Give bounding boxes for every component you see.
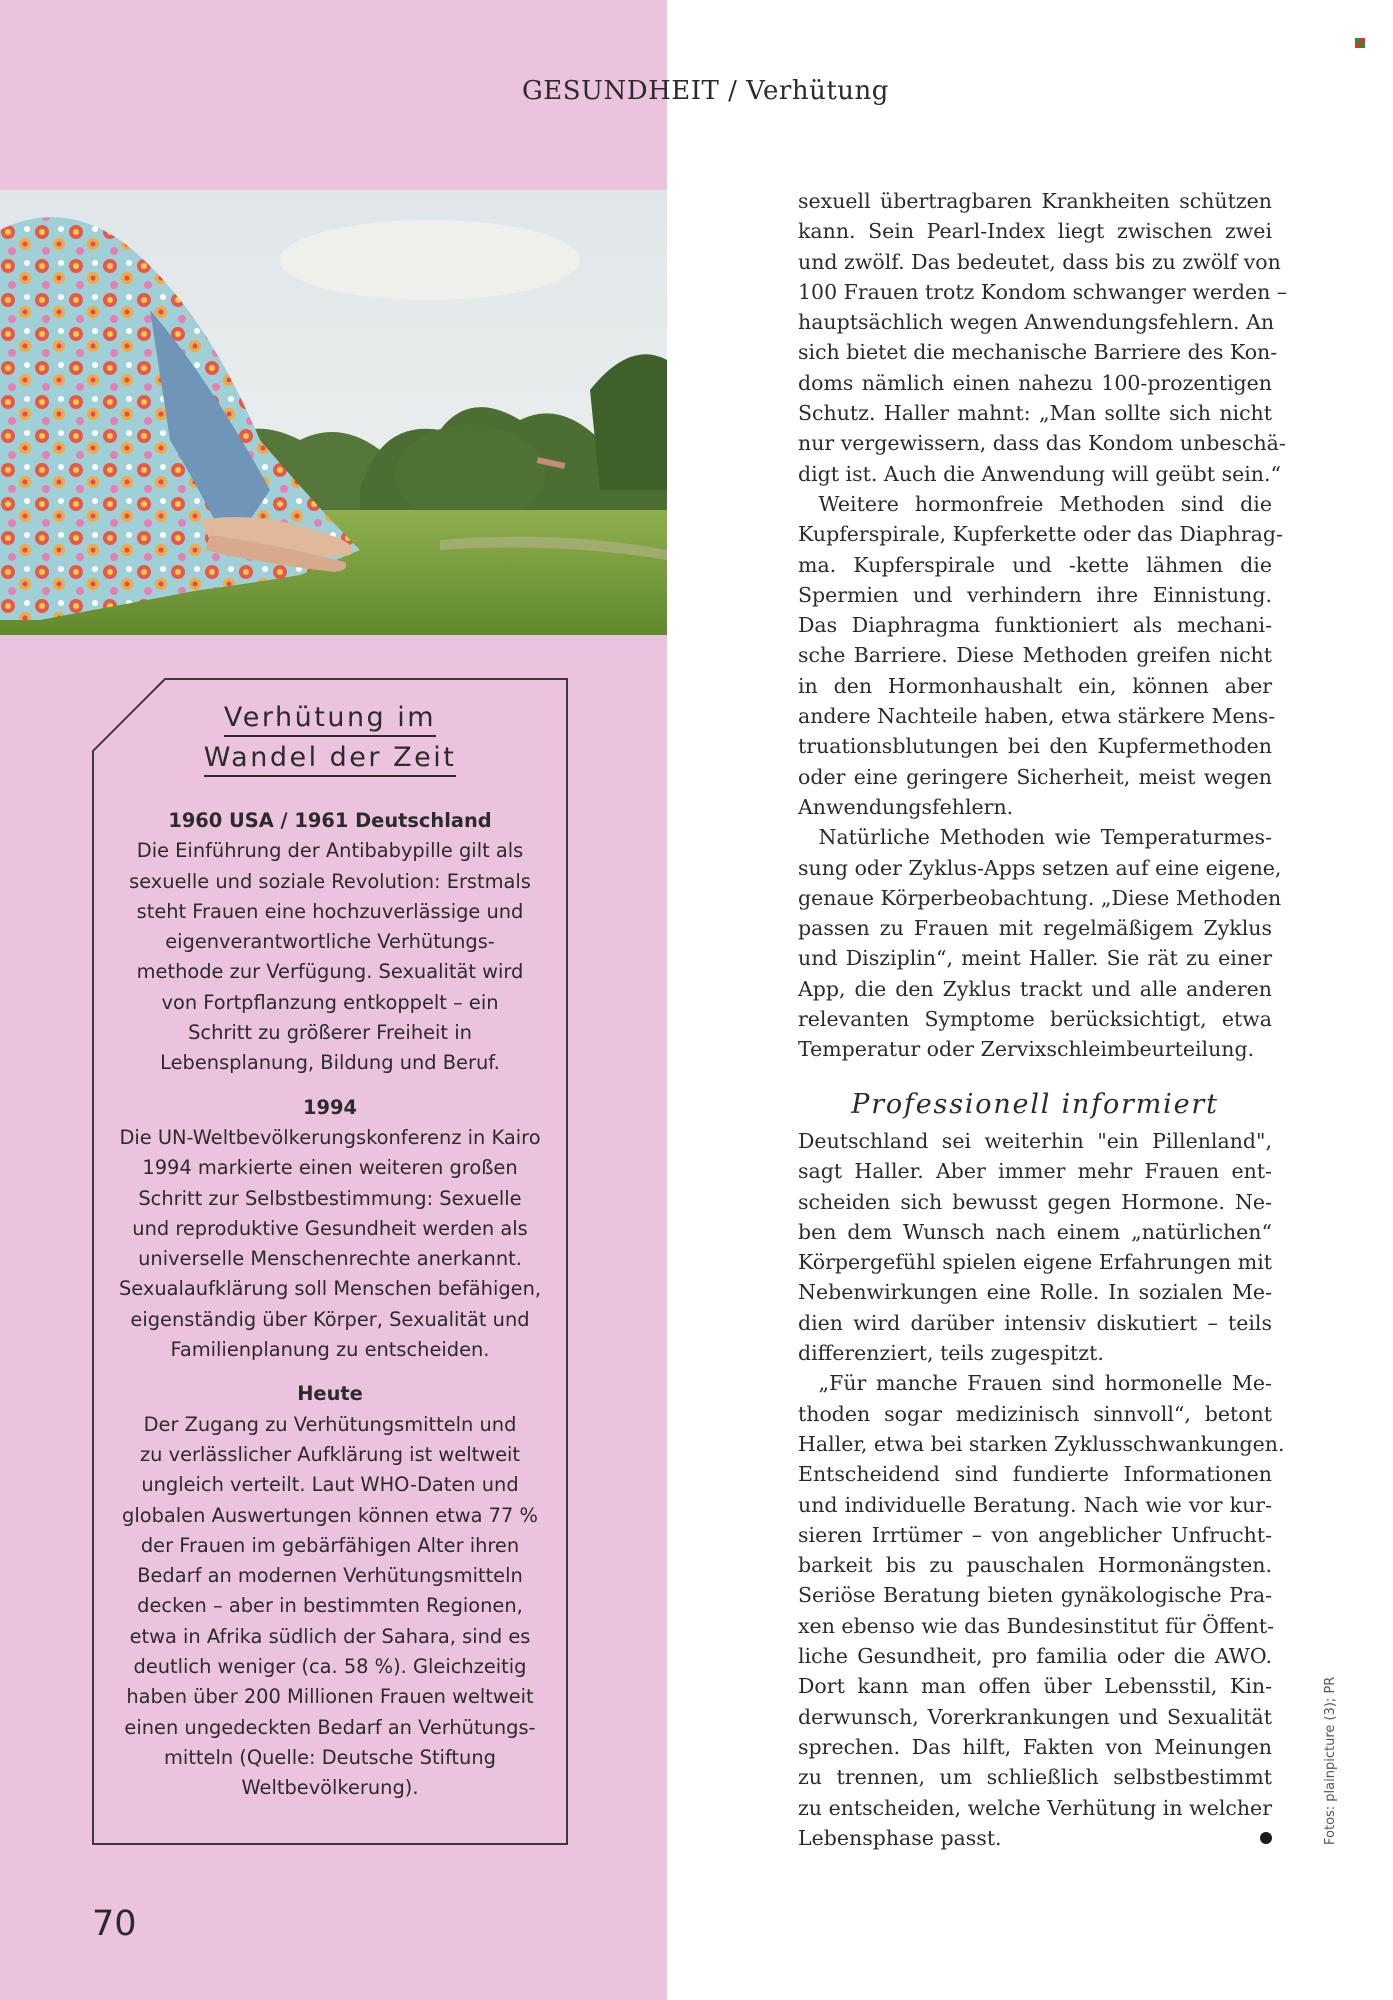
article-line: in den Hormonhaushalt ein, können aber [798,673,1272,698]
article-line: Entscheidend sind fundierte Informationen [798,1462,1272,1487]
article-line: scheiden sich bewusst gegen Hormone. Ne- [798,1189,1272,1214]
article-subheading: Professionell informiert [851,1089,1219,1120]
text-line: mitteln (Quelle: Deutsche Stiftung [164,1745,496,1769]
article-line: sich bietet die mechanische Barriere des Kon- [798,340,1278,365]
article-line: Deutschland sei weiterhin "ein Pillenland", [798,1129,1272,1153]
text-line: deutlich weniger (ca. 58 %). Gleichzeitig [133,1655,527,1679]
text-line: Schritt zu größerer Freiheit in [188,1021,472,1045]
timeline-text-heute [106,1410,554,1804]
text-line: eigenständig über Körper, Sexualität und [130,1307,530,1331]
article-line: ma. Kupferspirale und -kette lähmen die [798,552,1272,577]
article-body-part-1 [798,186,1288,1065]
article-line: dien wird darüber intensiv diskutiert – teils [798,1310,1272,1335]
text-line: und reproduktive Gesundheit werden als [132,1216,528,1240]
article-line: 100 Frauen trotz Kondom schwanger werden – [798,279,1288,304]
text-line: einen ungedeckten Bedarf an Verhütungs- [124,1715,536,1739]
article-line: xen ebenso wie das Bundesinstitut für Öffent- [798,1613,1275,1638]
article-line: Anwendungsfehlern. [798,794,1014,819]
text-line: Die UN-Weltbevölkerungskonferenz in Kairo [119,1125,541,1149]
text-line: methode zur Verfügung. Sexualität wird [136,960,524,984]
text-line: steht Frauen eine hochzuverlässige und [136,899,524,923]
article-line: Natürliche Methoden wie Temperaturmes- [798,825,1272,850]
header-section: GESUNDHEIT [522,76,720,106]
timeline-text-1994 [106,1123,554,1365]
article-line: thoden sogar medizinisch sinnvoll“, betont [798,1401,1272,1426]
article-line: Lebensphase passt. [798,1825,1002,1850]
article-line: Dort kann man offen über Lebensstil, Kin- [798,1674,1272,1699]
timeline-heading-heute: Heute [297,1382,363,1406]
article-line: zu trennen, um schließlich selbstbestimmt [798,1765,1272,1790]
text-line: Bedarf an modernen Verhütungsmitteln [137,1564,523,1588]
article-line: Körpergefühl spielen eigene Erfahrungen mit [798,1250,1273,1275]
article-body-part-2 [798,1126,1285,1853]
article-line: Weitere hormonfreie Methoden sind die [798,491,1272,516]
text-line: der Frauen im gebärfähigen Alter ihren [140,1533,520,1557]
end-mark-icon [1260,1832,1272,1844]
article-line: sung oder Zyklus-Apps setzen auf eine eigene, [798,855,1282,880]
article-line: Temperatur oder Zervixschleimbeurteilung. [798,1037,1255,1062]
timeline-heading-1960: 1960 USA / 1961 Deutschland [168,809,492,832]
text-line: Lebensplanung, Bildung und Beruf. [160,1051,500,1075]
timeline-title-line-1: Verhütung im [224,701,436,737]
camping-tent-meadow-photo [0,190,667,635]
text-line: Die Einführung der Antibabypille gilt als [136,839,524,863]
text-line: von Fortpflanzung entkoppelt – ein [161,990,499,1014]
text-line: haben über 200 Millionen Frauen weltweit [126,1685,534,1709]
text-line: sexuelle und soziale Revolution: Erstmals [129,869,531,893]
article-line: relevanten Symptome berücksichtigt, etwa [798,1007,1272,1032]
timeline-text-1960 [106,836,554,1078]
article-line: Das Diaphragma funktioniert als mechani- [798,613,1272,638]
timeline-box-title [92,698,568,778]
running-header [522,76,889,106]
text-line: zu verlässlicher Aufklärung ist weltweit [140,1442,520,1466]
text-line: Sexualaufklärung soll Menschen befähigen, [118,1277,542,1301]
article-line: Haller, etwa bei starken Zyklusschwankungen. [798,1431,1285,1456]
text-line: ungleich verteilt. Laut WHO-Daten und [141,1473,519,1497]
header-separator: / [728,76,738,106]
article-line: sagt Haller. Aber immer mehr Frauen ent- [798,1159,1272,1184]
text-line: decken – aber in bestimmten Regionen, [137,1594,523,1618]
article-line: und Disziplin“, meint Haller. Sie rät zu einer [798,946,1272,971]
text-line: Familienplanung zu entscheiden. [170,1338,490,1362]
article-line: kann. Sein Pearl-Index liegt zwischen zwei [798,219,1272,244]
article-line: passen zu Frauen mit regelmäßigem Zyklus [798,916,1272,941]
article-line: Seriöse Beratung bieten gynäkologische Pra- [798,1583,1272,1608]
photo-credit: Fotos: plainpicture (3); PR [1323,1676,1338,1845]
article-line: barkeit bis zu pauschalen Hormonängsten. [798,1553,1272,1578]
text-line: eigenverantwortliche Verhütungs- [165,930,495,954]
article-line: nur vergewissern, dass das Kondom unbeschä- [798,431,1286,456]
article-line: digt ist. Auch die Anwendung will geübt sein.“ [798,461,1281,486]
article-line: differenziert, teils zugespitzt. [798,1341,1104,1366]
article-line: truationsblutungen bei den Kupfermethoden [798,734,1272,759]
text-line: 1994 markierte einen weiteren großen [142,1156,518,1180]
header-topic: Verhütung [746,76,889,106]
timeline-box-content [106,806,554,1804]
article-line: andere Nachteile haben, etwa stärkere Mens- [798,704,1276,729]
timeline-title-line-2: Wandel der Zeit [204,741,457,777]
article-line: genaue Körperbeobachtung. „Diese Methoden [798,885,1282,910]
article-line: „Für manche Frauen sind hormonelle Me- [798,1371,1272,1396]
timeline-info-box [92,678,568,1845]
page-number: 70 [92,1904,137,1944]
article-line: liche Gesundheit, pro familia oder die AWO. [798,1644,1272,1669]
article-line: Spermien und verhindern ihre Einnistung. [798,582,1272,607]
article-line: oder eine geringere Sicherheit, meist wegen [798,764,1272,789]
article-line: ben dem Wunsch nach einem „natürlichen“ [798,1219,1272,1244]
text-line: globalen Auswertungen können etwa 77 % [122,1503,538,1527]
article-line: App, die den Zyklus trackt und alle anderen [798,976,1272,1001]
article-line: sche Barriere. Diese Methoden greifen nicht [798,643,1272,668]
article-line: Kupferspirale, Kupferkette oder das Diaphrag- [798,522,1283,547]
text-line: Schritt zur Selbstbestimmung: Sexuelle [138,1186,522,1210]
text-line: Weltbevölkerung). [241,1776,419,1800]
article-line: doms nämlich einen nahezu 100-prozentigen [798,370,1272,395]
article-line: sieren Irrtümer – von angeblicher Unfrucht- [798,1522,1272,1547]
logo-mark-icon [1355,38,1365,48]
article-line: und zwölf. Das bedeutet, dass bis zu zwölf von [798,249,1281,274]
article-line: zu entscheiden, welche Verhütung in welcher [798,1795,1272,1820]
article-line: Nebenwirkungen eine Rolle. In sozialen Me- [798,1280,1272,1305]
text-line: etwa in Afrika südlich der Sahara, sind es [129,1624,531,1648]
article-line: sexuell übertragbaren Krankheiten schützen [798,189,1272,213]
article-line: und individuelle Beratung. Nach wie vor kur- [798,1492,1272,1517]
text-line: universelle Menschenrechte anerkannt. [138,1247,522,1271]
text-line: Der Zugang zu Verhütungsmitteln und [143,1412,517,1436]
timeline-heading-1994: 1994 [303,1095,357,1119]
article-line: derwunsch, Vorerkrankungen und Sexualität [798,1704,1272,1729]
article-line: sprechen. Das hilft, Fakten von Meinungen [798,1734,1272,1759]
article-line: hauptsächlich wegen Anwendungsfehlern. An [798,310,1275,335]
article-line: Schutz. Haller mahnt: „Man sollte sich nicht [798,401,1272,426]
